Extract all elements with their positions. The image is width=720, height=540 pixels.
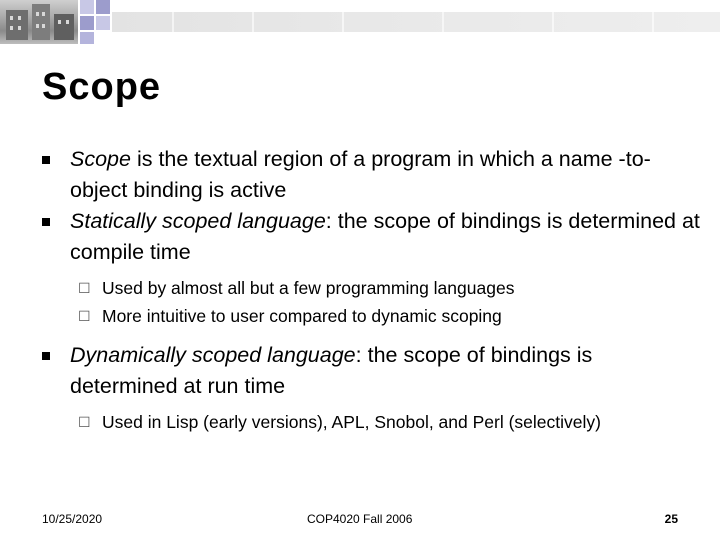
slide-body (40, 144, 700, 436)
square-bullet-icon (42, 144, 50, 175)
slide-title: Scope (42, 66, 162, 108)
bullet-text: : the scope of bindings is determined at run time (70, 343, 593, 398)
sub-bullet (40, 302, 700, 330)
campus-building-image (0, 0, 78, 44)
term-scope: Scope (70, 147, 131, 171)
bullet-text: : the scope of bindings is determined at compile time (70, 209, 700, 264)
header-band (0, 0, 720, 50)
bullet-text: is the textual region of a program in which a name -to-object binding is active (70, 147, 651, 202)
term-dynamic-scope: Dynamically scoped language (70, 343, 356, 367)
sub-bullet (40, 408, 700, 436)
bullet-scope (40, 144, 700, 206)
sub-bullet-text: Used by almost all but a few programming languages (102, 278, 515, 298)
header-gradient-bar (112, 12, 720, 32)
checkbox-bullet-icon: ☐ (78, 280, 91, 296)
sub-bullet (40, 274, 700, 302)
page-number: 25 (664, 512, 678, 526)
footer-date: 10/25/2020 (42, 512, 103, 526)
square-bullet-icon (42, 206, 50, 237)
checkbox-bullet-icon: ☐ (78, 308, 91, 324)
bullet-static-scope (40, 206, 700, 268)
sub-bullet-text: More intuitive to user compared to dynamic scoping (102, 306, 502, 326)
bullet-dynamic-scope (40, 340, 700, 402)
term-static-scope: Statically scoped language (70, 209, 326, 233)
footer-course: COP4020 Fall 2006 (307, 512, 413, 526)
checkbox-bullet-icon: ☐ (78, 414, 91, 430)
square-bullet-icon (42, 340, 50, 371)
sub-bullet-text: Used in Lisp (early versions), APL, Snobol, and Perl (selectively) (102, 412, 601, 432)
